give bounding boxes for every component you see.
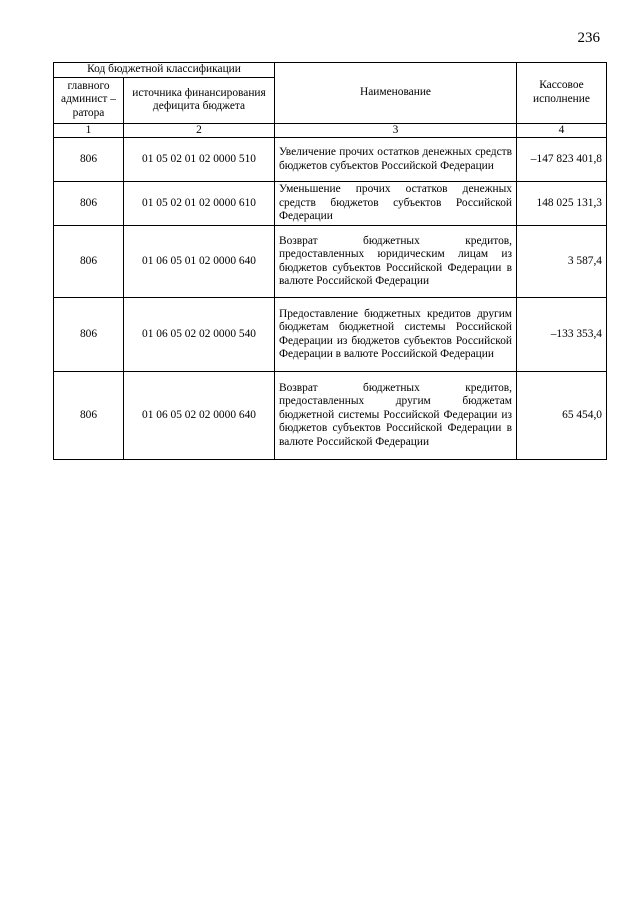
source-code-cell: 01 06 05 01 02 0000 640	[124, 226, 275, 298]
amount-cell: 3 587,4	[517, 226, 607, 298]
admin-code-cell: 806	[54, 372, 124, 460]
amount-cell: –147 823 401,8	[517, 138, 607, 182]
header-admin: главного админист –ратора	[54, 77, 124, 123]
name-cell: Предоставление бюджетных кредитов другим бюджетам бюджетной системы Российской Федерации из бюджетов субъектов Российской Федерации в валюте Российской Федерации	[275, 298, 517, 372]
admin-code-cell: 806	[54, 138, 124, 182]
header-amount: Кассовое исполнение	[517, 63, 607, 124]
column-number: 2	[124, 123, 275, 138]
table-row	[54, 182, 607, 226]
name-cell: Возврат бюджетных кредитов, предоставленных другим бюджетам бюджетной системы Российской Федерации из бюджетов субъектов Российской Федерации в валюте Российской Федерации	[275, 372, 517, 460]
source-code-cell: 01 06 05 02 02 0000 540	[124, 298, 275, 372]
column-number: 4	[517, 123, 607, 138]
name-cell: Увеличение прочих остатков денежных средств бюджетов субъектов Российской Федерации	[275, 138, 517, 182]
column-number: 3	[275, 123, 517, 138]
admin-code-cell: 806	[54, 226, 124, 298]
amount-cell: 65 454,0	[517, 372, 607, 460]
admin-code-cell: 806	[54, 298, 124, 372]
table-row	[54, 298, 607, 372]
column-number: 1	[54, 123, 124, 138]
source-code-cell: 01 05 02 01 02 0000 510	[124, 138, 275, 182]
source-code-cell: 01 06 05 02 02 0000 640	[124, 372, 275, 460]
table-row	[54, 138, 607, 182]
source-code-cell: 01 05 02 01 02 0000 610	[124, 182, 275, 226]
header-source: источника финансирования дефицита бюджета	[124, 77, 275, 123]
table-row	[54, 372, 607, 460]
amount-cell: –133 353,4	[517, 298, 607, 372]
table-row	[54, 226, 607, 298]
page-number: 236	[577, 30, 600, 46]
header-name: Наименование	[275, 63, 517, 124]
amount-cell: 148 025 131,3	[517, 182, 607, 226]
budget-classification-table	[53, 62, 607, 460]
admin-code-cell: 806	[54, 182, 124, 226]
header-classification-group: Код бюджетной классификации	[54, 63, 275, 78]
name-cell: Уменьшение прочих остатков денежных средств бюджетов субъектов Российской Федерации	[275, 182, 517, 226]
name-cell: Возврат бюджетных кредитов, предоставленных юридическим лицам из бюджетов субъектов Российской Федерации в валюте Российской Федерации	[275, 226, 517, 298]
